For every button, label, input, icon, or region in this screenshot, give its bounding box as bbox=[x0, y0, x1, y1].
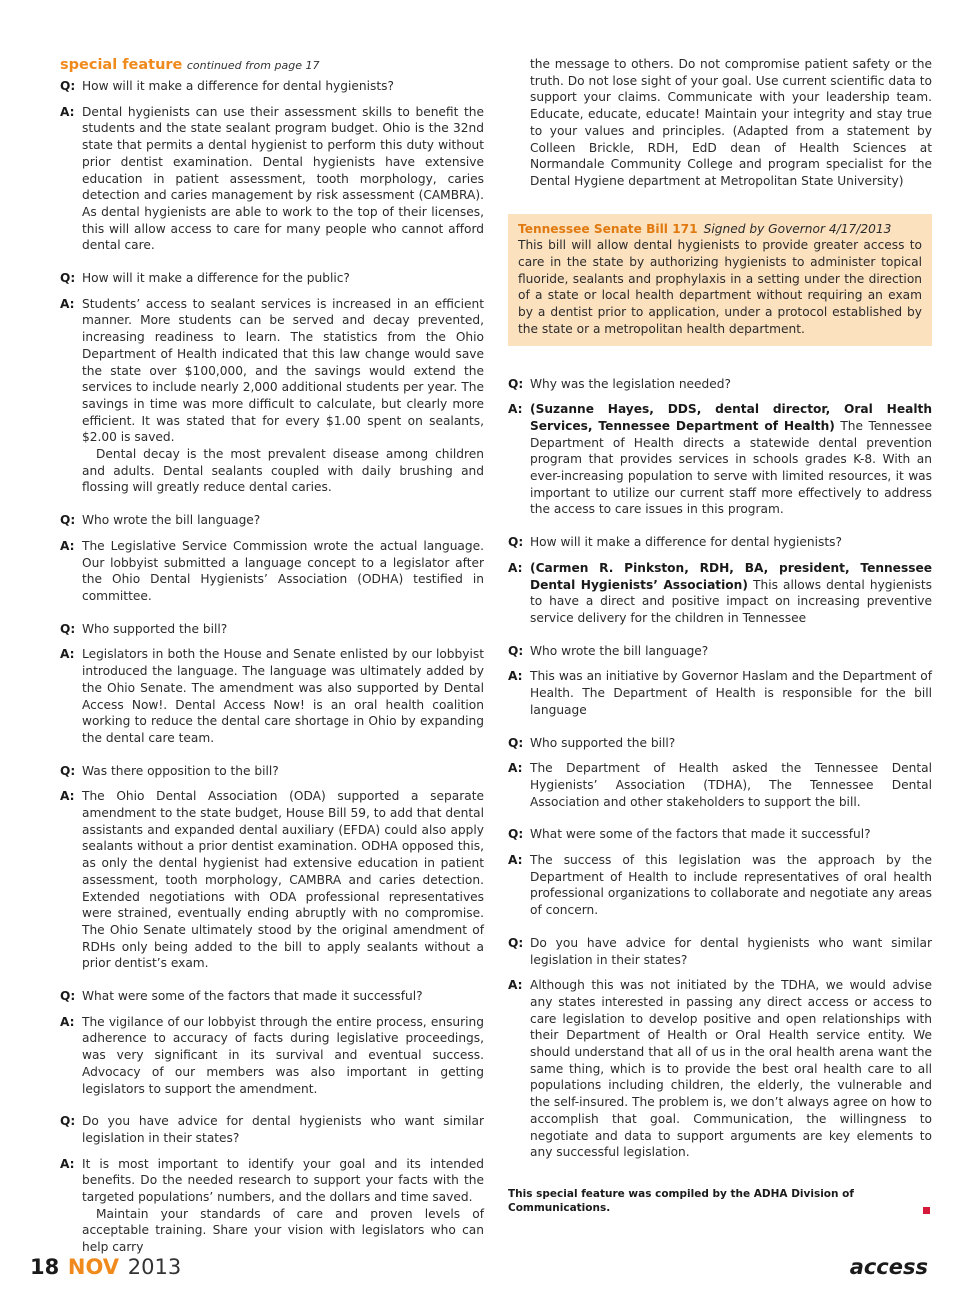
answer-row bbox=[508, 760, 932, 810]
question-tag: Q: bbox=[60, 621, 76, 636]
answer-paragraph bbox=[82, 446, 484, 496]
question-row bbox=[508, 935, 932, 968]
senate-bill-title: Tennessee Senate Bill 171 bbox=[518, 221, 698, 236]
answer-paragraph bbox=[82, 788, 484, 972]
answer-tag: A: bbox=[508, 402, 523, 417]
answer-paragraph bbox=[530, 977, 932, 1161]
answer-speaker: (Carmen R. Pinkston, RDH, BA, president, Tennessee Dental Hygienists’ Association) bbox=[530, 560, 932, 592]
credit-text: This special feature was compiled by the ADHA Division of Communications. bbox=[508, 1187, 854, 1214]
answer-paragraph bbox=[82, 296, 484, 446]
question-text: Do you have advice for dental hygienists who want similar legislation in their states? bbox=[530, 935, 932, 967]
answer-tag: A: bbox=[508, 669, 523, 684]
answer-row bbox=[60, 1156, 484, 1256]
question-row bbox=[60, 621, 484, 638]
question-text: How will it make a difference for dental hygienists? bbox=[82, 79, 394, 93]
question-tag: Q: bbox=[508, 535, 524, 550]
answer-text bbox=[530, 977, 932, 1161]
answer-tag: A: bbox=[508, 853, 523, 868]
answer-text bbox=[530, 852, 932, 919]
question-row bbox=[60, 512, 484, 529]
answer-text bbox=[530, 560, 932, 627]
answer-text bbox=[82, 104, 484, 254]
answer-paragraph-text: Dental decay is the most prevalent disease among children and adults. Dental sealants coupled with daily brushing and flossing will greatly reduce dental caries. bbox=[82, 447, 484, 495]
section-header bbox=[60, 57, 484, 73]
end-mark-square bbox=[923, 1207, 930, 1214]
senate-bill-body: This bill will allow dental hygienists to provide greater access to care in the state by authorizing hygienists to administer topical fluoride, sealants and prophylaxis in a setting under the direction of a state or local health department without requiring an exam by a dentist prior to application, under a protocol established by the state or a metropolitan health department. bbox=[518, 238, 922, 336]
question-text: Who wrote the bill language? bbox=[82, 513, 261, 528]
answer-tag: A: bbox=[508, 978, 523, 993]
question-text: What were some of the factors that made it successful? bbox=[530, 827, 871, 842]
question-tag: Q: bbox=[60, 763, 76, 778]
answer-tag: A: bbox=[60, 538, 75, 553]
question-row bbox=[60, 78, 484, 95]
question-tag: Q: bbox=[60, 271, 76, 286]
question-text: Who supported the bill? bbox=[82, 621, 228, 636]
answer-tag: A: bbox=[60, 789, 75, 804]
answer-paragraph-text: Although this was not initiated by the TDHA, we would advise any states interested in passing any direct access or access to care legislation to develop positive and open relationships with their Department of Health or Oral Health service entity. We should understand that all of us in the oral health arena want the same thing, which is to provide the best oral health care to all populations including children, the elderly, the vulnerable and the self-insured. The problem is, we don’t always agree on how to accomplish that goal. Communication, the willingness to negotiate and data to support arguments are key elements to any successful legislation. bbox=[530, 978, 933, 1160]
answer-paragraph-text: Maintain your standards of care and proven levels of acceptable training. Share your vision with legislators who can help carry bbox=[82, 1206, 484, 1255]
answer-text bbox=[82, 538, 484, 605]
section-label: special feature bbox=[60, 57, 183, 73]
question-row bbox=[60, 270, 484, 287]
answer-paragraph bbox=[530, 560, 932, 627]
answer-row bbox=[60, 538, 484, 605]
question-row bbox=[508, 643, 932, 660]
credit-note bbox=[508, 1187, 932, 1215]
question-text: What were some of the factors that made it successful? bbox=[82, 989, 423, 1004]
answer-paragraph-text: The Legislative Service Commission wrote the actual language. Our lobbyist submitted a language concept to a legislator after the Ohio Dental Hygienists’ Association (ODHA) testified in committee. bbox=[82, 538, 484, 603]
question-row bbox=[508, 534, 932, 551]
answer-row bbox=[508, 560, 932, 627]
answer-tag: A: bbox=[60, 647, 75, 662]
question-row bbox=[60, 763, 484, 780]
answer-text bbox=[82, 1156, 484, 1256]
right-column bbox=[508, 56, 932, 1215]
answer-paragraph bbox=[82, 646, 484, 746]
answer-row bbox=[60, 646, 484, 746]
answer-paragraph-text: Students’ access to sealant services is increased in an efficient manner. More students can be served and decay prevented, increasing readiness to learn. The statistics from the Ohio Department of Health indicated that this law change would save the state over $100,000, and the savings would extend the services to include nearly 2,000 additional students per year. The savings in time was more difficult to calculate, but clearly more efficient. It was stated that for every $1.00 spent on sealants, $2.00 is saved. bbox=[82, 296, 484, 445]
question-text: Why was the legislation needed? bbox=[530, 376, 731, 391]
answer-text bbox=[82, 788, 484, 972]
question-tag: Q: bbox=[60, 79, 76, 93]
answer-paragraph-text: The vigilance of our lobbyist through the entire process, ensuring adherence to accuracy of facts during legislative proceedings, was very significant in its survival and eventual success. Advocacy of our members was also important in getting legislators to support the amendment. bbox=[82, 1014, 484, 1096]
question-row bbox=[60, 988, 484, 1005]
answer-paragraph bbox=[530, 852, 932, 919]
answer-paragraph-text: This allows dental hygienists to have a direct and positive impact on increasing preventive service delivery for the children in Tennessee bbox=[530, 577, 933, 625]
answer-tag: A: bbox=[60, 104, 75, 119]
answer-row bbox=[60, 788, 484, 972]
answer-paragraph bbox=[82, 538, 484, 605]
answer-paragraph-text: Dental hygienists can use their assessment skills to benefit the students and the state sealant program budget. Ohio is the 32nd state that permits a dental hygienist to perform this duty without prior dentist examination. Dental hygienists have extensive education in patient assessment, tooth morphology, caries detection and caries management by risk assessment (CAMBRA). As dental hygienists are able to work to the top of their licenses, this will allow access to care for many people who cannot afford dental care. bbox=[82, 104, 484, 253]
answer-row bbox=[508, 668, 932, 718]
answer-text bbox=[82, 296, 484, 496]
question-row bbox=[508, 376, 932, 393]
question-tag: Q: bbox=[508, 827, 524, 842]
question-row bbox=[508, 735, 932, 752]
answer-speaker: (Suzanne Hayes, DDS, dental director, Oral Health Services, Tennessee Department of Health) bbox=[530, 402, 932, 433]
left-qa-list bbox=[60, 78, 484, 1256]
answer-paragraph-text: The Ohio Dental Association (ODA) supported a separate amendment to the state budget, House Bill 59, to add that dental assistants and expanded dental auxiliary (EFDA) could also apply sealants without a prior dentist examination. ODHA opposed this, as only the dental hygienist had extensive education in patient assessment, tooth morphology, CAMBRA and caries detection. Extended negotiations with ODA professional representatives were strained, eventually ending abruptly with no compromise. The Ohio Senate ultimately stood by the original amendment of RDHs only being added to the bill to apply sealants without a prior dentist’s exam. bbox=[82, 789, 484, 971]
question-tag: Q: bbox=[60, 1114, 76, 1129]
continuation-paragraph: the message to others. Do not compromise patient safety or the truth. Do not lose sight of your goal. Use current scientific data to support your claims. Communicate with your leadership team. Educate, educate, educate! Maintain your integrity and stay true to your values and principles. (Adapted from a statement by Colleen Brickle, RDH, EdD dean of Health Sciences at Normandale Community College and program specialist for the Dental Hygiene department at Metropolitan State University) bbox=[530, 57, 932, 188]
answer-row bbox=[508, 401, 932, 518]
answer-text bbox=[530, 760, 932, 810]
page-number: 18 bbox=[30, 1255, 60, 1279]
publication-name: access bbox=[849, 1255, 928, 1279]
answer-tag: A: bbox=[60, 1014, 75, 1029]
right-qa-list bbox=[508, 376, 932, 1161]
question-text: Who supported the bill? bbox=[530, 735, 676, 750]
answer-row bbox=[60, 104, 484, 254]
senate-bill-box bbox=[508, 214, 932, 346]
answer-tag: A: bbox=[508, 761, 523, 776]
answer-text bbox=[82, 646, 484, 746]
answer-paragraph bbox=[530, 401, 932, 518]
senate-bill-signed: Signed by Governor 4/17/2013 bbox=[703, 221, 892, 236]
left-column bbox=[60, 56, 484, 1256]
senate-bill-heading bbox=[518, 221, 922, 238]
answer-paragraph bbox=[82, 1014, 484, 1098]
answer-paragraph bbox=[82, 104, 484, 254]
answer-paragraph-text: The Tennessee Department of Health directs a statewide dental prevention program that provides services in schools grades K-8. With an ever-increasing population to serve with limited resources, it was important to utilize our current staff more effectively to address the access to care issues in this program. bbox=[530, 418, 933, 517]
answer-paragraph-text: The success of this legislation was the approach by the Department of Health to include representatives of oral health professional organizations to collaborate and negotiate any areas of concern. bbox=[530, 853, 932, 918]
answer-paragraph bbox=[530, 760, 932, 810]
question-row bbox=[60, 1113, 484, 1146]
issue-year: 2013 bbox=[127, 1255, 182, 1279]
question-tag: Q: bbox=[60, 513, 76, 528]
question-text: How will it make a difference for dental hygienists? bbox=[530, 535, 842, 550]
question-tag: Q: bbox=[508, 735, 524, 750]
answer-tag: A: bbox=[508, 560, 523, 575]
answer-text bbox=[82, 1014, 484, 1098]
question-tag: Q: bbox=[508, 643, 524, 658]
continuation-text bbox=[508, 56, 932, 190]
continued-note: continued from page 17 bbox=[186, 59, 320, 72]
answer-paragraph-text: The Department of Health asked the Tennessee Dental Hygienists’ Association (TDHA), The Tennessee Dental Association and other stakeholders to support the bill. bbox=[530, 761, 932, 809]
answer-paragraph bbox=[82, 1156, 484, 1206]
question-tag: Q: bbox=[508, 935, 524, 950]
question-tag: Q: bbox=[508, 376, 524, 391]
answer-row bbox=[508, 977, 932, 1161]
question-text: Was there opposition to the bill? bbox=[82, 763, 279, 778]
footer-folio bbox=[30, 1255, 181, 1279]
answer-text bbox=[530, 401, 932, 518]
answer-row bbox=[60, 1014, 484, 1098]
issue-month: NOV bbox=[67, 1255, 120, 1279]
answer-paragraph bbox=[82, 1206, 484, 1256]
answer-row bbox=[60, 296, 484, 496]
answer-paragraph-text: Legislators in both the House and Senate enlisted by our lobbyist introduced the language. The language was ultimately added by the Ohio Senate. The amendment was also supported by Dental Access Now!. Dental Access Now! is an oral health coalition working to reduce the dental care shortage in Ohio by expanding the dental care team. bbox=[82, 647, 484, 745]
question-tag: Q: bbox=[60, 989, 76, 1004]
answer-paragraph bbox=[530, 668, 932, 718]
answer-text bbox=[530, 668, 932, 718]
answer-tag: A: bbox=[60, 296, 75, 311]
question-text: Who wrote the bill language? bbox=[530, 643, 709, 658]
answer-paragraph-text: This was an initiative by Governor Haslam and the Department of Health. The Department of Health is responsible for the bill language bbox=[530, 669, 932, 717]
question-text: Do you have advice for dental hygienists who want similar legislation in their states? bbox=[82, 1114, 484, 1145]
question-row bbox=[508, 826, 932, 843]
answer-row bbox=[508, 852, 932, 919]
answer-paragraph-text: It is most important to identify your goal and its intended benefits. Do the needed research to support your facts with the targeted populations’ numbers, and the dollars and time saved. bbox=[82, 1156, 484, 1205]
answer-tag: A: bbox=[60, 1156, 75, 1171]
question-text: How will it make a difference for the public? bbox=[82, 271, 350, 286]
